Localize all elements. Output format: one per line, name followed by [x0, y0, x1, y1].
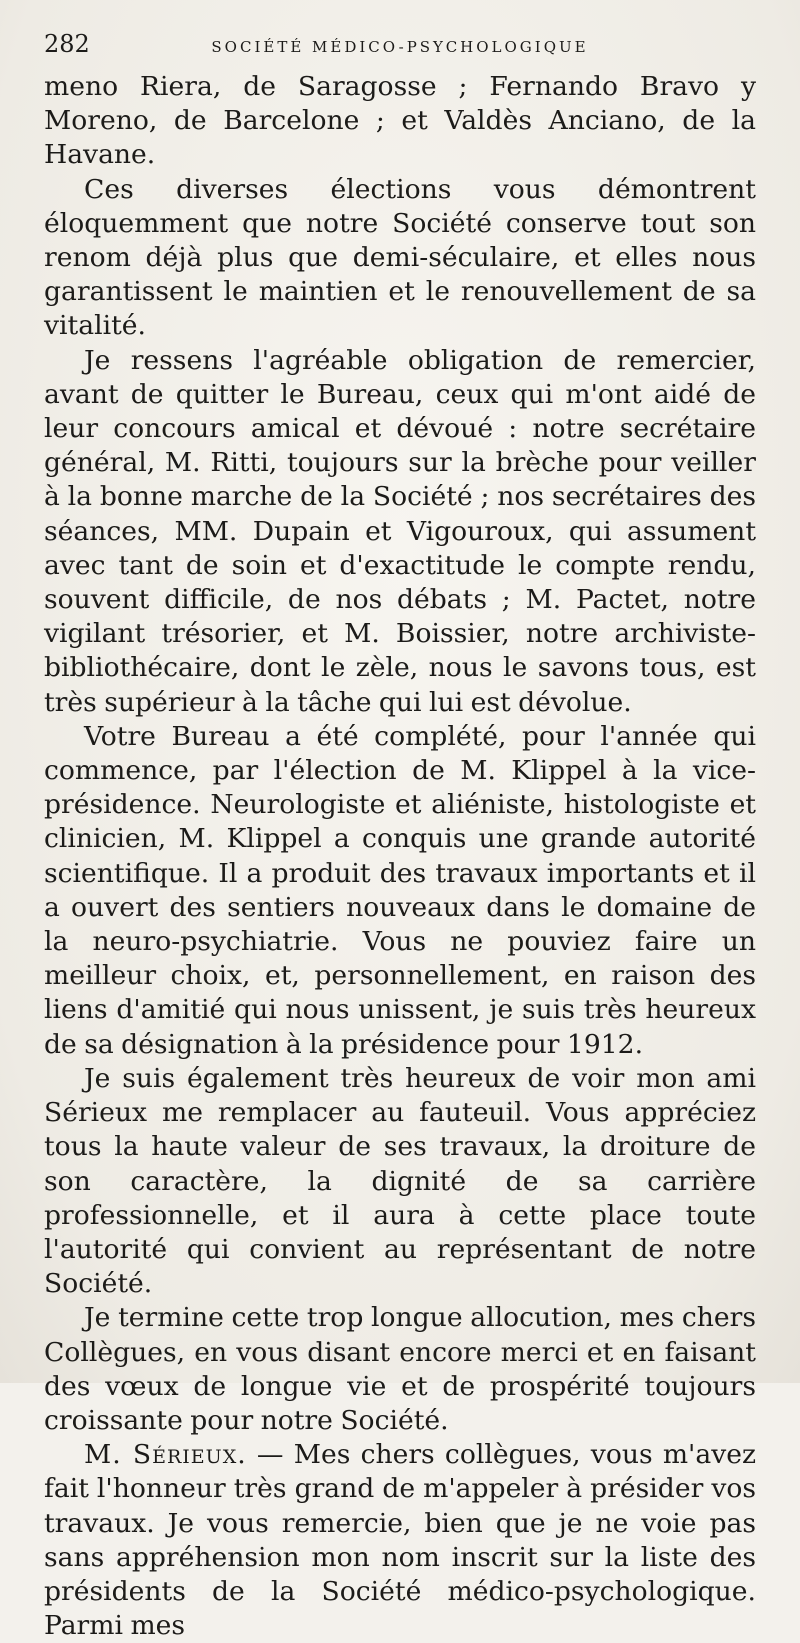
page-number: 282	[44, 30, 90, 58]
running-title: SOCIÉTÉ MÉDICO-PSYCHOLOGIQUE	[211, 38, 589, 56]
paragraph-bureau: Votre Bureau a été complété, pour l'année qui commence, par l'élection de M. Klippel à la vice-présidence. Neurologiste et aliéniste, histologiste et clinicien, M. Klippel a conquis une grande autorité scientifique. Il a produit des travaux importants et il a ouvert des sentiers nouveaux dans le domaine de la neuro-psychiatrie. Vous ne pouviez faire un meilleur choix, et, personnellement, en raison des liens d'amitié qui nous unissent, je suis très heureux de sa désignation à la présidence pour 1912.	[44, 720, 756, 1060]
body-text	[44, 70, 756, 1643]
paragraph-continuation: meno Riera, de Saragosse ; Fernando Bravo y Moreno, de Barcelone ; et Valdès Anciano, de la Havane.	[44, 71, 756, 171]
speech-text: — Mes chers collègues, vous m'avez fait l'honneur très grand de m'appeler à présider vos travaux. Je vous remercie, bien que je ne voie pas sans appréhension mon nom inscrit sur la liste des présidents de la Société médico-psychologique. Parmi mes	[44, 1439, 756, 1642]
paragraph-thanks: Je ressens l'agréable obligation de remercier, avant de quitter le Bureau, ceux qui m'ont aidé de leur concours amical et dévoué : notre secrétaire général, M. Ritti, toujours sur la brèche pour veiller à la bonne marche de la Société ; nos secrétaires des séances, MM. Dupain et Vigouroux, qui assument avec tant de soin et d'exactitude le compte rendu, souvent difficile, de nos débats ; M. Pactet, notre vigilant trésorier, et M. Boissier, notre archiviste-bibliothécaire, dont le zèle, nous le savons tous, est très supérieur à la tâche qui lui est dévolue.	[44, 344, 756, 718]
paragraph-serieux: Je suis également très heureux de voir mon ami Sérieux me remplacer au fauteuil. Vous appréciez tous la haute valeur de ses travaux, la droiture de son caractère, la dignité de sa carrière professionnelle, et il aura à cette place toute l'autorité qui convient au représentant de notre Société.	[44, 1062, 756, 1300]
paragraph-closing: Je termine cette trop longue allocution, mes chers Collègues, en vous disant encore merci et en faisant des vœux de longue vie et de prospérité toujours croissante pour notre Société.	[44, 1302, 756, 1436]
speaker-name: M. Sérieux.	[84, 1439, 247, 1471]
paragraph-speech	[44, 1438, 756, 1643]
paragraph-elections: Ces diverses élections vous démontrent éloquemment que notre Société conserve tout son renom déjà plus que demi-séculaire, et elles nous garantissent le maintien et le renouvellement de sa vitalité.	[44, 173, 756, 342]
running-header	[44, 30, 756, 66]
